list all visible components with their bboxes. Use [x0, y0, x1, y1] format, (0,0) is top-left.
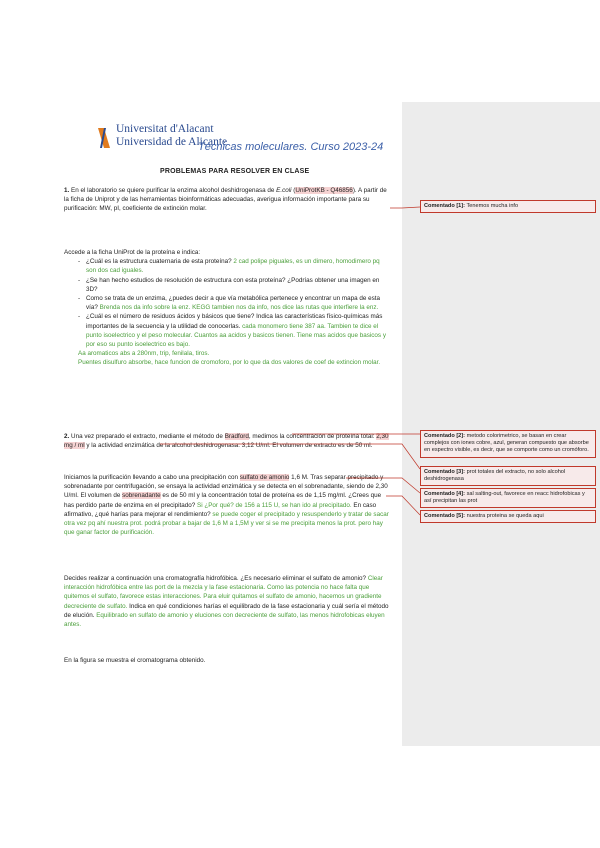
protein-concentration: 2,30 mg / ml	[64, 433, 389, 450]
answer-text: Equilibrado en sulfato de amonio y eluciones con decreciente de sulfato, las menos hidrofobicas eluyen antes.	[64, 611, 385, 629]
comment-box[interactable]	[420, 510, 596, 523]
problem-1-text-b: (	[291, 187, 296, 194]
supernatant-term: sobrenadante	[122, 492, 161, 500]
problem-2-text-b: , medimos la concentración de proteína total:	[248, 433, 377, 440]
comment-text: Tenemos mucha info	[466, 203, 519, 209]
problem-1-text-c: ). A partir de la ficha de Uniprot y de las herramientas bioinformáticas adecuadas, averigua información importante para su purificación: MW, pI, coeficiente de extinción molar.	[64, 187, 387, 213]
university-name-line2: Universidad de Alicante	[116, 136, 228, 148]
ammonium-sulfate-term: sulfato de amonio	[239, 474, 290, 481]
uniprot-questions	[64, 248, 389, 368]
comment-text: prot totales del extracto, no solo alcohol deshidrogenasa	[424, 469, 566, 483]
chromatogram-line	[64, 656, 389, 665]
question-text: Como se trata de un enzima, ¿puedes decir a que vía metabólica pertenece y encontrar un mapa de esta vía?	[86, 295, 381, 312]
question-item	[78, 294, 389, 312]
comment-text: nuestra proteina se queda aqui	[466, 513, 544, 519]
problem-2-text-c: y la actividad enzimática de la alcohol deshidrogenasa: 3,12 U/ml. El volumen de extracto es de 50 ml.	[84, 442, 373, 450]
comment-box[interactable]	[420, 488, 596, 508]
text: Decides realizar a continuación una cromatografía hidrofóbica. ¿Es necesario eliminar el sulfato de amonio?	[64, 575, 368, 582]
comment-label: Comentado [5]:	[424, 513, 466, 519]
question-text: ¿Se han hecho estudios de resolución de estructura con esta proteína? ¿Podrías obtener una imagen en 3D?	[86, 276, 380, 293]
precipitation-paragraph	[64, 473, 389, 537]
hydrophobic-chromatography-paragraph	[64, 574, 389, 629]
problem-1	[64, 186, 389, 214]
question-text: ¿Cuál es el número de residuos ácidos y básicos que tiene? Indica las características físico-químicas más importantes de la secuencia y la utilidad de conocerlas.	[86, 313, 383, 330]
answer-text: cada monomero tiene 387 aa. Tambien te dice el punto isoelectrico y el peso molecular. Cuantos aa acidos y basicos tienen. Tiene mas acidos que basicos y por eso su punto isoelectrico es bajo.	[86, 322, 386, 349]
problem-2	[64, 432, 389, 450]
uniprot-intro: Accede a la ficha UniProt de la proteína e indica:	[64, 249, 201, 256]
species-name: E.coli	[276, 187, 292, 194]
text: es de 50 ml y la concentración total de proteína es de 1,15 mg/ml. ¿Crees que has perdido parte de enzima en el precipitado?	[64, 492, 382, 509]
text: Iniciamos la purificación llevando a cabo una precipitación con	[64, 474, 240, 481]
problem-1-text-a: En el laboratorio se quiere purificar la enzima alcohol deshidrogenasa de	[69, 187, 277, 194]
bradford-term: Bradford	[224, 433, 249, 440]
answer-text: Puentes disulfuro absorbe, hace funcion de cromoforo, por lo que da dos valores de coef de extincion molar.	[78, 359, 381, 367]
university-name-line1: Universitat d'Alacant	[116, 123, 214, 135]
question-text: ¿Cuál es la estructura cuaternaria de esta proteína?	[86, 258, 234, 266]
text: En la figura se muestra el cromatograma obtenido.	[64, 657, 206, 664]
problem-2-text-a: Una vez preparado el extracto, mediante el método de	[69, 433, 225, 440]
text: Indica en qué condiciones harías el equilibrado de la fase estacionaria y cuál sería el método de elución.	[64, 602, 389, 619]
course-title: Técnicas moleculares. Curso 2023-24	[198, 141, 384, 153]
problem-2-number: 2.	[64, 433, 70, 440]
question-item	[78, 312, 389, 349]
answer-text: Clear interacción hidrofóbica entre las port de la mezcla y la fase estacionaria. Como las potencia no hace falta que quitemos el sulfato, favorece estas interacciones. Para eluir quitamos el sulfato de amonio, hacemos un gradiente decreciente de sulfato.	[64, 575, 383, 610]
answer-text: 2 cad polipe piguales, es un dimero, homodimero pq son dos cad iguales.	[86, 258, 380, 275]
problem-1-number: 1.	[64, 187, 70, 194]
comment-text: metodo colorimetrico, se basan en crear complejos con iones cobre, azul, generan compuesto que absorbe en espectro visible, es decir, que se comporte como un cromóforo.	[424, 433, 589, 454]
comment-label: Comentado [3]:	[424, 469, 466, 475]
text: En caso afirmativo, ¿qué harías para mejorar el rendimiento?	[64, 501, 377, 518]
comment-box[interactable]	[420, 200, 596, 213]
university-logo-icon	[96, 126, 112, 150]
answer-text: se puede coger el precipitado y resuspenderlo y tratar de sacar otra vez pq ahí nuestra prot. podrá probar a bajar de 1,6 M a 1,5M y ver si se me precipita menos la prot. pero hay que ganar factor de purificación.	[64, 510, 389, 537]
page-heading: PROBLEMAS PARA RESOLVER EN CLASE	[160, 168, 310, 175]
question-item	[78, 276, 389, 294]
answer-text: Si ¿Por qué? de 156 a 115 U, se han ido al precipitado.	[197, 501, 352, 509]
question-list	[64, 257, 389, 349]
text: 1,6 M. Tras separar precipitado y sobrenadante por centrifugación, se ensaya la actividad enzimática y se detecta en el sobrenadante, siendo de 2,30 U/ml. El volumen de	[64, 474, 388, 500]
answer-text: Aa aromaticos abs a 280nm, trip, fenilala, tiros.	[78, 350, 210, 358]
question-item	[78, 257, 389, 275]
comment-label: Comentado [4]:	[424, 491, 466, 497]
comments-margin-panel	[402, 102, 600, 746]
comment-box[interactable]	[420, 466, 596, 486]
comment-box[interactable]	[420, 430, 596, 458]
comment-label: Comentado [2]:	[424, 433, 466, 439]
comment-text: sal salting-out, favorece en reacc hidrofobicas y así precipitan las prot	[424, 491, 585, 505]
comment-label: Comentado [1]:	[424, 203, 466, 209]
answer-text: Brenda nos da info sobre la enz. KEGG tambien nos da info, nos dice las rutas que interfiere la enz.	[99, 304, 379, 312]
uniprot-id: UniProtKB - Q46856	[295, 187, 353, 194]
